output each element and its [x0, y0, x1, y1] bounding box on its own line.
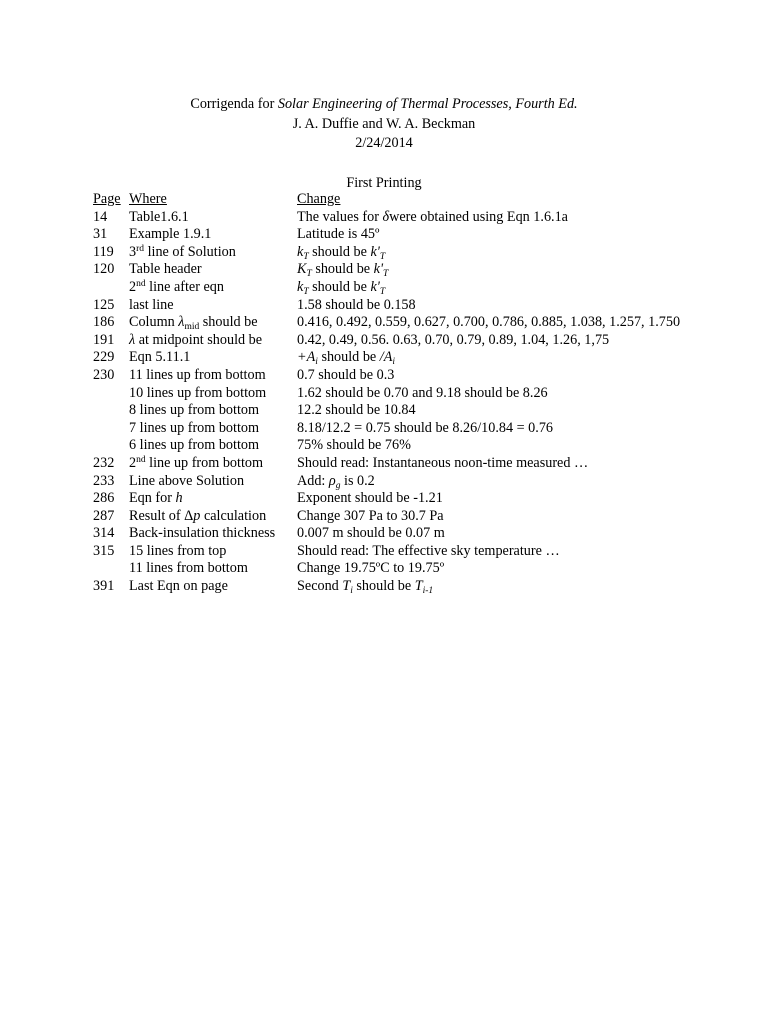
change-text: Add:	[297, 472, 329, 489]
change-text: should be	[352, 578, 415, 595]
cell-where: Table header	[129, 261, 202, 278]
cell-where	[129, 332, 295, 350]
table-row	[0, 455, 768, 473]
cell-where: Example 1.9.1	[129, 226, 212, 243]
subscript: T	[306, 269, 312, 280]
table-row	[0, 297, 768, 315]
where-text: line of Solution	[144, 243, 236, 260]
where-text: should be	[199, 314, 258, 331]
where-text: at midpoint should be	[135, 331, 263, 348]
column-header-page	[93, 191, 127, 209]
table-row	[0, 508, 768, 526]
title-prefix: Corrigenda for	[190, 96, 278, 112]
cell-where: Line above Solution	[129, 472, 245, 489]
change-text: were obtained using Eqn 1.6.1a	[389, 208, 568, 225]
table-row	[0, 349, 768, 367]
subscript: i	[315, 357, 318, 368]
cell-where: Last Eqn on page	[129, 578, 228, 595]
subscript: i	[350, 586, 353, 597]
cell-change: Change 19.75ºC to 19.75º	[297, 560, 445, 577]
subscript: T	[379, 251, 386, 262]
cell-where: Eqn 5.11.1	[129, 349, 191, 366]
change-text: Second	[297, 578, 343, 595]
cell-change: 1.58 should be 0.158	[297, 296, 416, 313]
where-text: 2	[129, 278, 137, 295]
table-row	[0, 261, 768, 279]
cell-change	[297, 473, 757, 491]
column-header-change-label: Change	[297, 191, 341, 207]
subscript: T	[382, 269, 389, 280]
where-text: Column	[129, 314, 179, 331]
cell-where: 15 lines from top	[129, 542, 227, 559]
printing-label: First Printing	[346, 175, 422, 191]
table-row	[0, 437, 768, 455]
cell-page: 314	[93, 525, 115, 542]
table-row	[0, 367, 768, 385]
cell-page: 125	[93, 296, 115, 313]
cell-where: Table1.6.1	[129, 208, 189, 225]
where-text: Eqn for	[129, 490, 176, 507]
symbol-k: K	[297, 261, 307, 278]
change-text: should be	[308, 278, 371, 295]
cell-change: 8.18/12.2 = 0.75 should be 8.26/10.84 = 0.76	[297, 419, 554, 436]
subscript: T	[303, 286, 309, 297]
cell-where: 10 lines up from bottom	[129, 384, 267, 401]
change-text: should be	[308, 243, 371, 260]
ordinal-suffix: nd	[136, 278, 146, 289]
variable-t: T	[414, 578, 423, 595]
variable-h: h	[175, 490, 183, 507]
cell-change	[297, 209, 757, 227]
column-header-page-label: Page	[93, 191, 121, 207]
table-row	[0, 244, 768, 262]
table-row	[0, 385, 768, 403]
formula-term: +A	[297, 349, 316, 366]
formula-term: /A	[379, 349, 393, 366]
variable-p: p	[193, 507, 201, 524]
cell-where	[129, 508, 295, 526]
cell-page: 120	[93, 261, 115, 278]
cell-change: 0.416, 0.492, 0.559, 0.627, 0.700, 0.786, 0.885, 1.038, 1.257, 1.750	[297, 314, 681, 331]
cell-change	[297, 244, 757, 262]
cell-change: Should read: Instantaneous noon-time measured …	[297, 454, 589, 471]
where-text: line up from bottom	[145, 454, 264, 471]
change-text: is 0.2	[340, 472, 375, 489]
cell-where	[129, 455, 295, 473]
cell-where: 6 lines up from bottom	[129, 437, 260, 454]
authors: J. A. Duffie and W. A. Beckman	[292, 116, 476, 132]
symbol-k-prime: k'	[370, 278, 380, 295]
change-text: The values for	[297, 208, 383, 225]
where-text: calculation	[200, 507, 267, 524]
cell-change: 75% should be 76%	[297, 437, 411, 454]
table-row	[0, 226, 768, 244]
ordinal-suffix: rd	[136, 243, 145, 254]
where-text: 2	[129, 454, 137, 471]
lambda-symbol: λ	[178, 314, 185, 331]
table-header-row	[0, 191, 768, 209]
cell-change	[297, 261, 757, 279]
cell-change	[297, 578, 757, 596]
cell-where: 11 lines up from bottom	[129, 366, 266, 383]
where-text: 3	[129, 243, 137, 260]
subscript: i-1	[422, 586, 434, 597]
symbol-k-prime: k'	[373, 261, 383, 278]
cell-where: 7 lines up from bottom	[129, 419, 260, 436]
variable-t: T	[342, 578, 351, 595]
cell-page: 230	[93, 366, 115, 383]
cell-page: 286	[93, 490, 115, 507]
cell-change: Change 307 Pa to 30.7 Pa	[297, 507, 444, 524]
table-row	[0, 402, 768, 420]
table-row	[0, 560, 768, 578]
cell-page: 31	[93, 226, 108, 243]
subscript: g	[335, 480, 341, 491]
document-title	[0, 94, 768, 114]
cell-where	[129, 314, 295, 332]
subscript: T	[303, 251, 309, 262]
cell-change: 0.7 should be 0.3	[297, 366, 395, 383]
table-row	[0, 578, 768, 596]
table-row	[0, 543, 768, 561]
cell-where	[129, 244, 295, 262]
cell-where: 8 lines up from bottom	[129, 402, 260, 419]
cell-page: 119	[93, 243, 114, 260]
subscript: mid	[184, 322, 200, 333]
cell-page: 232	[93, 454, 115, 471]
cell-where: 11 lines from bottom	[129, 560, 248, 577]
symbol-k-prime: k'	[370, 243, 380, 260]
change-text: should be	[317, 349, 380, 366]
column-header-where	[129, 191, 295, 209]
cell-page: 315	[93, 542, 115, 559]
cell-change: Exponent should be -1.21	[297, 490, 443, 507]
cell-change: 1.62 should be 0.70 and 9.18 should be 8.26	[297, 384, 548, 401]
symbol-k: k	[297, 243, 304, 260]
change-text: should be	[311, 261, 374, 278]
column-header-where-label: Where	[129, 191, 167, 207]
table-row	[0, 209, 768, 227]
table-row	[0, 279, 768, 297]
cell-change	[297, 279, 757, 297]
cell-page: 229	[93, 349, 115, 366]
cell-change: Latitude is 45º	[297, 226, 380, 243]
cell-where: last line	[129, 296, 174, 313]
table-row	[0, 420, 768, 438]
where-text: line after eqn	[145, 278, 224, 295]
symbol-k: k	[297, 278, 304, 295]
table-row	[0, 332, 768, 350]
cell-change: 0.42, 0.49, 0.56. 0.63, 0.70, 0.79, 0.89, 1.04, 1.26, 1,75	[297, 331, 610, 348]
corrigenda-table	[0, 191, 768, 596]
document-date: 2/24/2014	[355, 135, 413, 151]
table-row	[0, 314, 768, 332]
cell-page: 391	[93, 578, 115, 595]
cell-change: Should read: The effective sky temperature …	[297, 542, 560, 559]
table-row	[0, 490, 768, 508]
cell-change: 12.2 should be 10.84	[297, 402, 416, 419]
cell-page: 186	[93, 314, 115, 331]
where-text: Result of Δ	[129, 507, 194, 524]
cell-change	[297, 349, 757, 367]
cell-where: Back-insulation thickness	[129, 525, 276, 542]
subscript: i	[392, 357, 396, 368]
cell-page: 287	[93, 507, 115, 524]
cell-page: 14	[93, 208, 108, 225]
cell-where	[129, 490, 295, 508]
cell-page: 233	[93, 472, 115, 489]
rho-symbol: ρ	[328, 472, 336, 489]
ordinal-suffix: nd	[136, 454, 146, 465]
subscript: T	[379, 286, 386, 297]
column-header-change	[297, 191, 757, 209]
cell-page: 191	[93, 331, 115, 348]
delta-symbol: δ	[382, 208, 390, 225]
book-title: Solar Engineering of Thermal Processes, Fourth Ed.	[277, 96, 578, 112]
cell-change: 0.007 m should be 0.07 m	[297, 525, 445, 542]
table-row	[0, 473, 768, 491]
cell-where	[129, 279, 295, 297]
lambda-symbol: λ	[129, 331, 136, 348]
table-row	[0, 525, 768, 543]
